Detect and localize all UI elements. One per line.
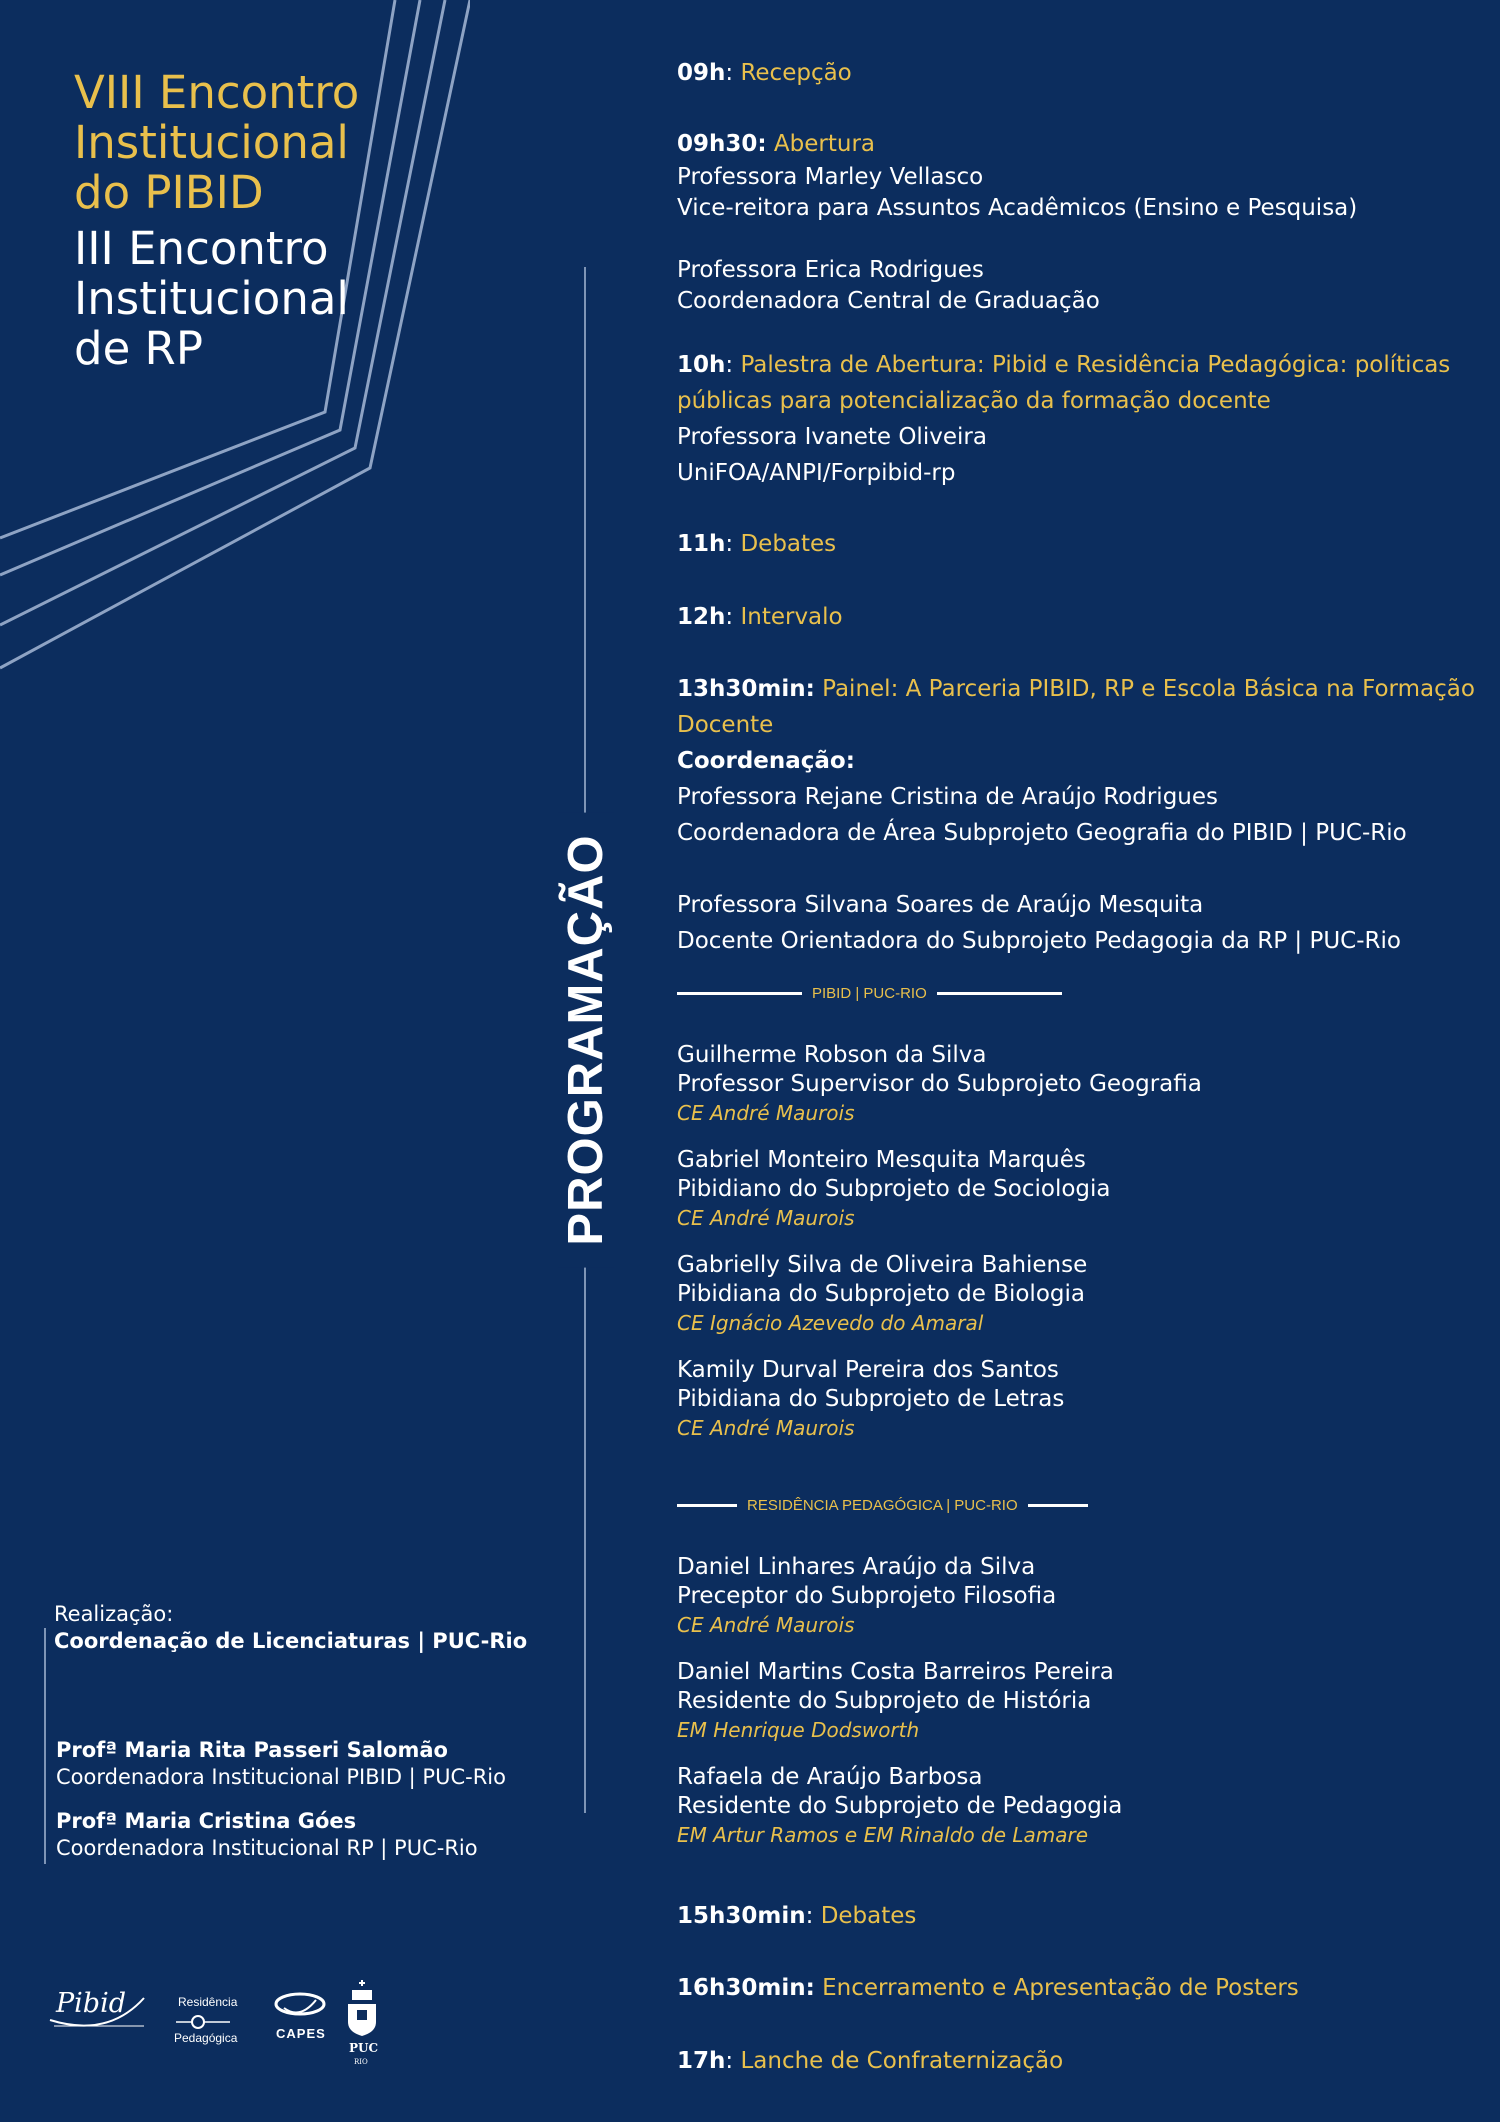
item-title: Abertura — [773, 131, 875, 157]
realizacao-label: Realização: — [54, 1602, 174, 1626]
participant-role: Pibidiana do Subprojeto de Letras — [677, 1386, 1065, 1412]
participant-role: Residente do Subprojeto de História — [677, 1688, 1092, 1714]
schedule-item-palestra: 10h: Palestra de Abertura: Pibid e Residência Pedagógica: políticas — [677, 352, 1451, 378]
participant-role: Pibidiano do Subprojeto de Sociologia — [677, 1176, 1111, 1202]
partner-logos — [48, 1980, 428, 2070]
participant-school: CE André Maurois — [677, 1206, 855, 1230]
speaker-name: Professora Silvana Soares de Araújo Mesquita — [677, 892, 1204, 918]
rp-event-title: III Encontro Institucional de RP — [74, 222, 349, 375]
speaker-name: Professora Erica Rodrigues — [677, 257, 984, 283]
speaker-role: Coordenadora de Área Subprojeto Geografia do PIBID | PUC-Rio — [677, 820, 1407, 846]
speaker-role: Coordenadora Central de Graduação — [677, 288, 1100, 314]
item-title: Lanche de Confraternização — [740, 2048, 1064, 2074]
participant-school: EM Henrique Dodsworth — [677, 1718, 920, 1742]
participant-role: Preceptor do Subprojeto Filosofia — [677, 1583, 1057, 1609]
schedule-item-painel — [677, 674, 1475, 704]
rp-logo-text-bottom: Pedagógica — [174, 2031, 238, 2045]
participant-name: Daniel Linhares Araújo da Silva — [677, 1554, 1036, 1580]
item-time: 09h30: — [677, 131, 767, 157]
coordination-label: Coordenação: — [677, 748, 855, 774]
participant-school: CE André Maurois — [677, 1416, 855, 1440]
item-time: 11h — [677, 531, 726, 557]
schedule-item-abertura — [677, 129, 875, 159]
participant-school: EM Artur Ramos e EM Rinaldo de Lamare — [677, 1823, 1089, 1847]
pibid-divider — [677, 986, 1062, 1000]
item-time: 09h — [677, 60, 726, 86]
item-time: 12h — [677, 604, 726, 630]
item-title: Recepção — [740, 60, 852, 86]
item-title: Debates — [740, 531, 837, 557]
participant-school: CE André Maurois — [677, 1613, 855, 1637]
participant-school: CE Ignácio Azevedo do Amaral — [677, 1311, 984, 1335]
speaker-name: Professora Rejane Cristina de Araújo Rodrigues — [677, 784, 1219, 810]
divider-line — [677, 992, 802, 995]
schedule-item-recepcao: 09h: Recepção — [677, 60, 852, 86]
schedule-item-intervalo: 12h: Intervalo — [677, 604, 843, 630]
item-time: 17h — [677, 2048, 726, 2074]
residencia-pedagogica-logo — [174, 1995, 238, 2045]
participant-role: Professor Supervisor do Subprojeto Geografia — [677, 1071, 1202, 1097]
pibid-logo — [50, 1988, 144, 2026]
item-time: 15h30min — [677, 1903, 806, 1929]
schedule-item-debates: 11h: Debates — [677, 531, 837, 557]
participant-school: CE André Maurois — [677, 1101, 855, 1125]
divider-label: RESIDÊNCIA PEDAGÓGICA | PUC-RIO — [747, 1496, 1018, 1514]
item-title: Encerramento e Apresentação de Posters — [822, 1975, 1299, 2001]
pibid-logo-text: Pibid — [56, 1988, 127, 2019]
divider-line — [937, 992, 1062, 995]
puc-logo-text: PUC — [349, 2041, 379, 2055]
participant-name: Daniel Martins Costa Barreiros Pereira — [677, 1659, 1114, 1685]
coordinator-role: Coordenadora Institucional RP | PUC-Rio — [56, 1836, 478, 1860]
speaker-org: UniFOA/ANPI/Forpibid-rp — [677, 460, 956, 486]
capes-logo-text: CAPES — [276, 2026, 326, 2041]
realizacao-divider — [44, 1628, 46, 1864]
item-time: 13h30min: — [677, 676, 815, 702]
pibid-event-title: VIII Encontro Institucional do PIBID — [74, 66, 360, 219]
participant-name: Guilherme Robson da Silva — [677, 1042, 987, 1068]
divider-line — [677, 1504, 737, 1507]
schedule-item-debates-2: 15h30min: Debates — [677, 1903, 917, 1929]
rp-divider — [677, 1498, 1088, 1512]
participant-name: Gabrielly Silva de Oliveira Bahiense — [677, 1252, 1088, 1278]
rp-logo-text-top: Residência — [178, 1995, 238, 2009]
programacao-label: PROGRAMAÇÃO — [558, 812, 614, 1267]
speaker-role: Docente Orientadora do Subprojeto Pedagogia da RP | PUC-Rio — [677, 928, 1401, 954]
participant-name: Gabriel Monteiro Mesquita Marquês — [677, 1147, 1086, 1173]
event-title-block — [74, 68, 359, 374]
capes-logo — [276, 1994, 326, 2041]
participant-role: Pibidiana do Subprojeto de Biologia — [677, 1281, 1085, 1307]
participant-name: Kamily Durval Pereira dos Santos — [677, 1357, 1059, 1383]
divider-label: PIBID | PUC-RIO — [812, 984, 927, 1002]
puc-logo-subtext: RIO — [354, 2058, 368, 2066]
speaker-name: Professora Ivanete Oliveira — [677, 424, 987, 450]
realizacao-org: Coordenação de Licenciaturas | PUC-Rio — [54, 1629, 528, 1653]
item-title: Palestra de Abertura: Pibid e Residência Pedagógica: políticas — [740, 352, 1451, 378]
participant-role: Residente do Subprojeto de Pedagogia — [677, 1793, 1123, 1819]
item-title: Debates — [820, 1903, 917, 1929]
coordinator-name: Profª Maria Cristina Góes — [56, 1809, 357, 1833]
item-time: 16h30min: — [677, 1975, 815, 2001]
item-title: Painel: A Parceria PIBID, RP e Escola Básica na Formação — [822, 676, 1475, 702]
schedule-item-lanche: 17h: Lanche de Confraternização — [677, 2048, 1064, 2074]
item-time: 10h — [677, 352, 726, 378]
coordinator-name: Profª Maria Rita Passeri Salomão — [56, 1738, 448, 1762]
divider-line — [1028, 1504, 1088, 1507]
participant-name: Rafaela de Araújo Barbosa — [677, 1764, 983, 1790]
item-title-continued: públicas para potencialização da formação docente — [677, 388, 1271, 414]
item-title: Intervalo — [740, 604, 843, 630]
speaker-role: Vice-reitora para Assuntos Acadêmicos (Ensino e Pesquisa) — [677, 195, 1358, 221]
speaker-name: Professora Marley Vellasco — [677, 164, 984, 190]
coordinator-role: Coordenadora Institucional PIBID | PUC-Rio — [56, 1765, 506, 1789]
schedule-item-encerramento — [677, 1973, 1299, 2003]
puc-rio-logo — [348, 1980, 378, 2066]
item-title-continued: Docente — [677, 712, 774, 738]
